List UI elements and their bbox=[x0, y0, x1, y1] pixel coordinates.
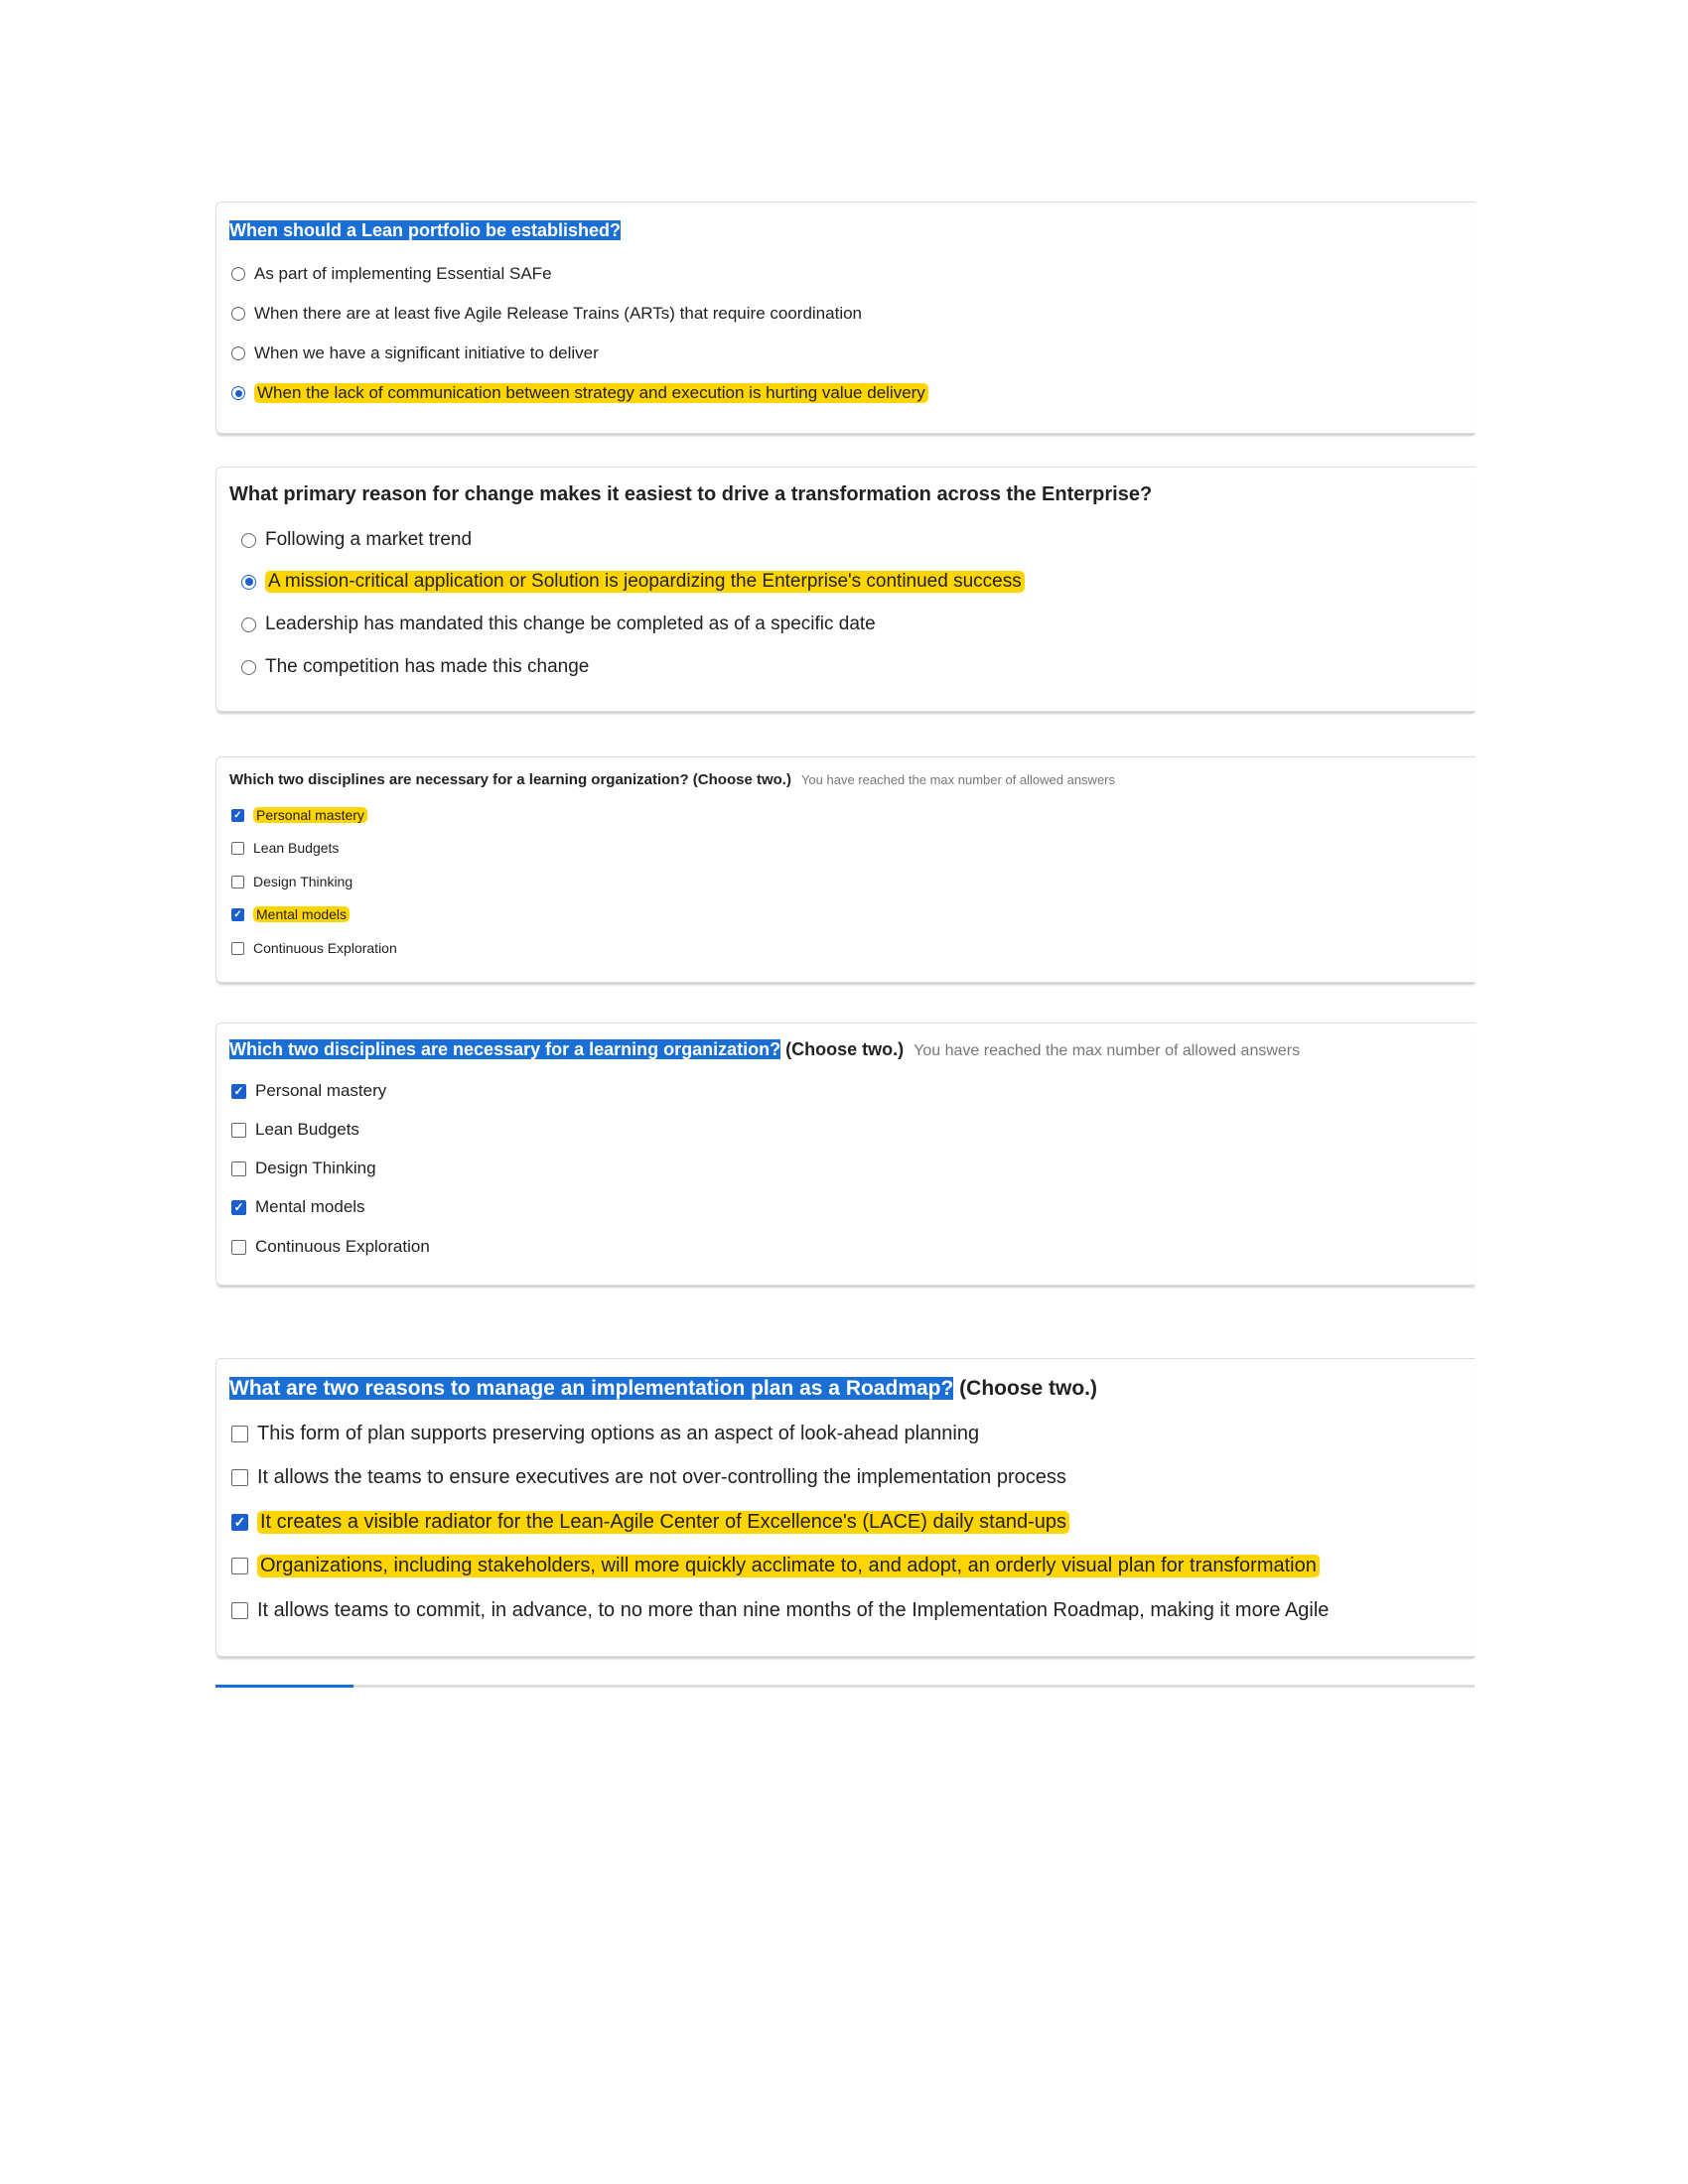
option-label: Lean Budgets bbox=[255, 1120, 359, 1139]
radio-button[interactable] bbox=[241, 660, 256, 675]
option-label: It creates a visible radiator for the Lean-Agile Center of Excellence's (LACE) daily stand-ups bbox=[257, 1511, 1069, 1534]
answer-option[interactable] bbox=[241, 529, 472, 551]
question-text: When should a Lean portfolio be established? bbox=[229, 220, 622, 240]
option-label: Lean Budgets bbox=[253, 840, 340, 856]
option-label: As part of implementing Essential SAFe bbox=[254, 264, 552, 283]
option-label: Design Thinking bbox=[255, 1159, 376, 1177]
option-label: Following a market trend bbox=[265, 529, 473, 550]
max-answers-note: You have reached the max number of allowed answers bbox=[800, 772, 1115, 787]
checkbox[interactable] bbox=[231, 908, 244, 921]
progress-fill bbox=[215, 1685, 353, 1688]
question-card bbox=[215, 756, 1476, 983]
answer-option[interactable] bbox=[231, 1511, 1069, 1534]
radio-button[interactable] bbox=[241, 617, 256, 632]
option-label: Mental models bbox=[255, 1197, 365, 1216]
answer-option[interactable] bbox=[231, 383, 928, 403]
question-text: Which two disciplines are necessary for a learning organization? bbox=[229, 1039, 781, 1059]
answer-option[interactable] bbox=[231, 1237, 430, 1257]
radio-button[interactable] bbox=[241, 533, 256, 548]
answer-option[interactable] bbox=[241, 656, 589, 678]
checkbox[interactable] bbox=[231, 1514, 248, 1531]
checkmark-icon: ✓ bbox=[233, 1084, 244, 1098]
option-label: A mission-critical application or Solution is jeopardizing the Enterprise's continued success bbox=[265, 571, 1025, 593]
progress-bar bbox=[215, 1685, 1475, 1688]
answer-option[interactable] bbox=[231, 1159, 376, 1178]
checkbox[interactable] bbox=[231, 1084, 246, 1099]
question-card bbox=[215, 1023, 1476, 1286]
choose-count-hint: (Choose two.) bbox=[692, 771, 791, 788]
question-text: What are two reasons to manage an implementation plan as a Roadmap? bbox=[229, 1377, 954, 1400]
question-title bbox=[229, 1039, 1300, 1060]
question-card bbox=[215, 202, 1476, 434]
max-answers-note: You have reached the max number of allowed answers bbox=[914, 1042, 1301, 1059]
option-label: When there are at least five Agile Release Trains (ARTs) that require coordination bbox=[254, 304, 862, 323]
option-label: Continuous Exploration bbox=[255, 1237, 430, 1256]
checkbox[interactable] bbox=[231, 1123, 246, 1138]
choose-count-hint: (Choose two.) bbox=[785, 1039, 905, 1059]
checkbox[interactable] bbox=[231, 1426, 248, 1442]
option-label: This form of plan supports preserving options as an aspect of look-ahead planning bbox=[257, 1423, 980, 1444]
option-label: The competition has made this change bbox=[265, 656, 590, 677]
option-label: Personal mastery bbox=[255, 1081, 387, 1100]
answer-option[interactable] bbox=[231, 1197, 365, 1217]
checkmark-icon: ✓ bbox=[233, 809, 242, 821]
checkbox[interactable] bbox=[231, 1602, 248, 1619]
answer-option[interactable] bbox=[231, 1081, 386, 1101]
option-label: Organizations, including stakeholders, will more quickly acclimate to, and adopt, an orderly visual plan for transformation bbox=[257, 1555, 1320, 1577]
checkbox[interactable] bbox=[231, 809, 244, 822]
question-title bbox=[229, 1377, 1097, 1401]
radio-button[interactable] bbox=[231, 386, 245, 400]
checkbox[interactable] bbox=[231, 1558, 248, 1574]
checkmark-icon: ✓ bbox=[233, 1514, 246, 1530]
answer-option[interactable] bbox=[241, 571, 1025, 593]
answer-option[interactable] bbox=[231, 1599, 1329, 1622]
radio-button[interactable] bbox=[231, 307, 245, 321]
answer-option[interactable] bbox=[231, 343, 599, 363]
option-label: Continuous Exploration bbox=[253, 940, 397, 956]
question-card bbox=[215, 1358, 1476, 1657]
option-label: It allows teams to commit, in advance, to no more than nine months of the Implementation Roadmap, making it more Agile bbox=[257, 1599, 1330, 1621]
question-title bbox=[229, 771, 1115, 788]
option-label: Mental models bbox=[253, 906, 350, 922]
checkmark-icon: ✓ bbox=[233, 908, 242, 920]
answer-option[interactable] bbox=[231, 1423, 979, 1445]
question-text: Which two disciplines are necessary for a learning organization? bbox=[229, 771, 689, 788]
answer-option[interactable] bbox=[231, 840, 339, 856]
answer-option[interactable] bbox=[231, 264, 552, 284]
checkbox[interactable] bbox=[231, 1161, 246, 1176]
answer-option[interactable] bbox=[231, 1555, 1320, 1577]
answer-option[interactable] bbox=[231, 1466, 1066, 1489]
option-label: Design Thinking bbox=[253, 874, 353, 889]
choose-count-hint: (Choose two.) bbox=[959, 1377, 1097, 1400]
question-title bbox=[229, 483, 1152, 506]
radio-button[interactable] bbox=[231, 346, 245, 360]
answer-option[interactable] bbox=[241, 614, 876, 635]
checkbox[interactable] bbox=[231, 1469, 248, 1486]
option-label: Leadership has mandated this change be completed as of a specific date bbox=[265, 614, 876, 634]
option-label: It allows the teams to ensure executives are not over-controlling the implementation process bbox=[257, 1466, 1066, 1488]
option-label: When we have a significant initiative to deliver bbox=[254, 343, 599, 362]
option-label: When the lack of communication between strategy and execution is hurting value delivery bbox=[254, 383, 928, 403]
question-card bbox=[215, 467, 1476, 712]
checkbox[interactable] bbox=[231, 1240, 246, 1255]
radio-button[interactable] bbox=[241, 575, 256, 590]
answer-option[interactable] bbox=[231, 874, 352, 889]
answer-option[interactable] bbox=[231, 906, 350, 922]
checkbox[interactable] bbox=[231, 876, 244, 888]
checkbox[interactable] bbox=[231, 842, 244, 855]
answer-option[interactable] bbox=[231, 807, 367, 823]
question-title bbox=[229, 220, 621, 241]
radio-button[interactable] bbox=[231, 267, 245, 281]
question-text: What primary reason for change makes it easiest to drive a transformation across the Enterprise? bbox=[229, 483, 1153, 505]
checkbox[interactable] bbox=[231, 1200, 246, 1215]
checkbox[interactable] bbox=[231, 942, 244, 955]
answer-option[interactable] bbox=[231, 304, 862, 324]
option-label: Personal mastery bbox=[253, 807, 367, 823]
answer-option[interactable] bbox=[231, 1120, 359, 1140]
answer-option[interactable] bbox=[231, 940, 397, 956]
checkmark-icon: ✓ bbox=[233, 1200, 244, 1214]
